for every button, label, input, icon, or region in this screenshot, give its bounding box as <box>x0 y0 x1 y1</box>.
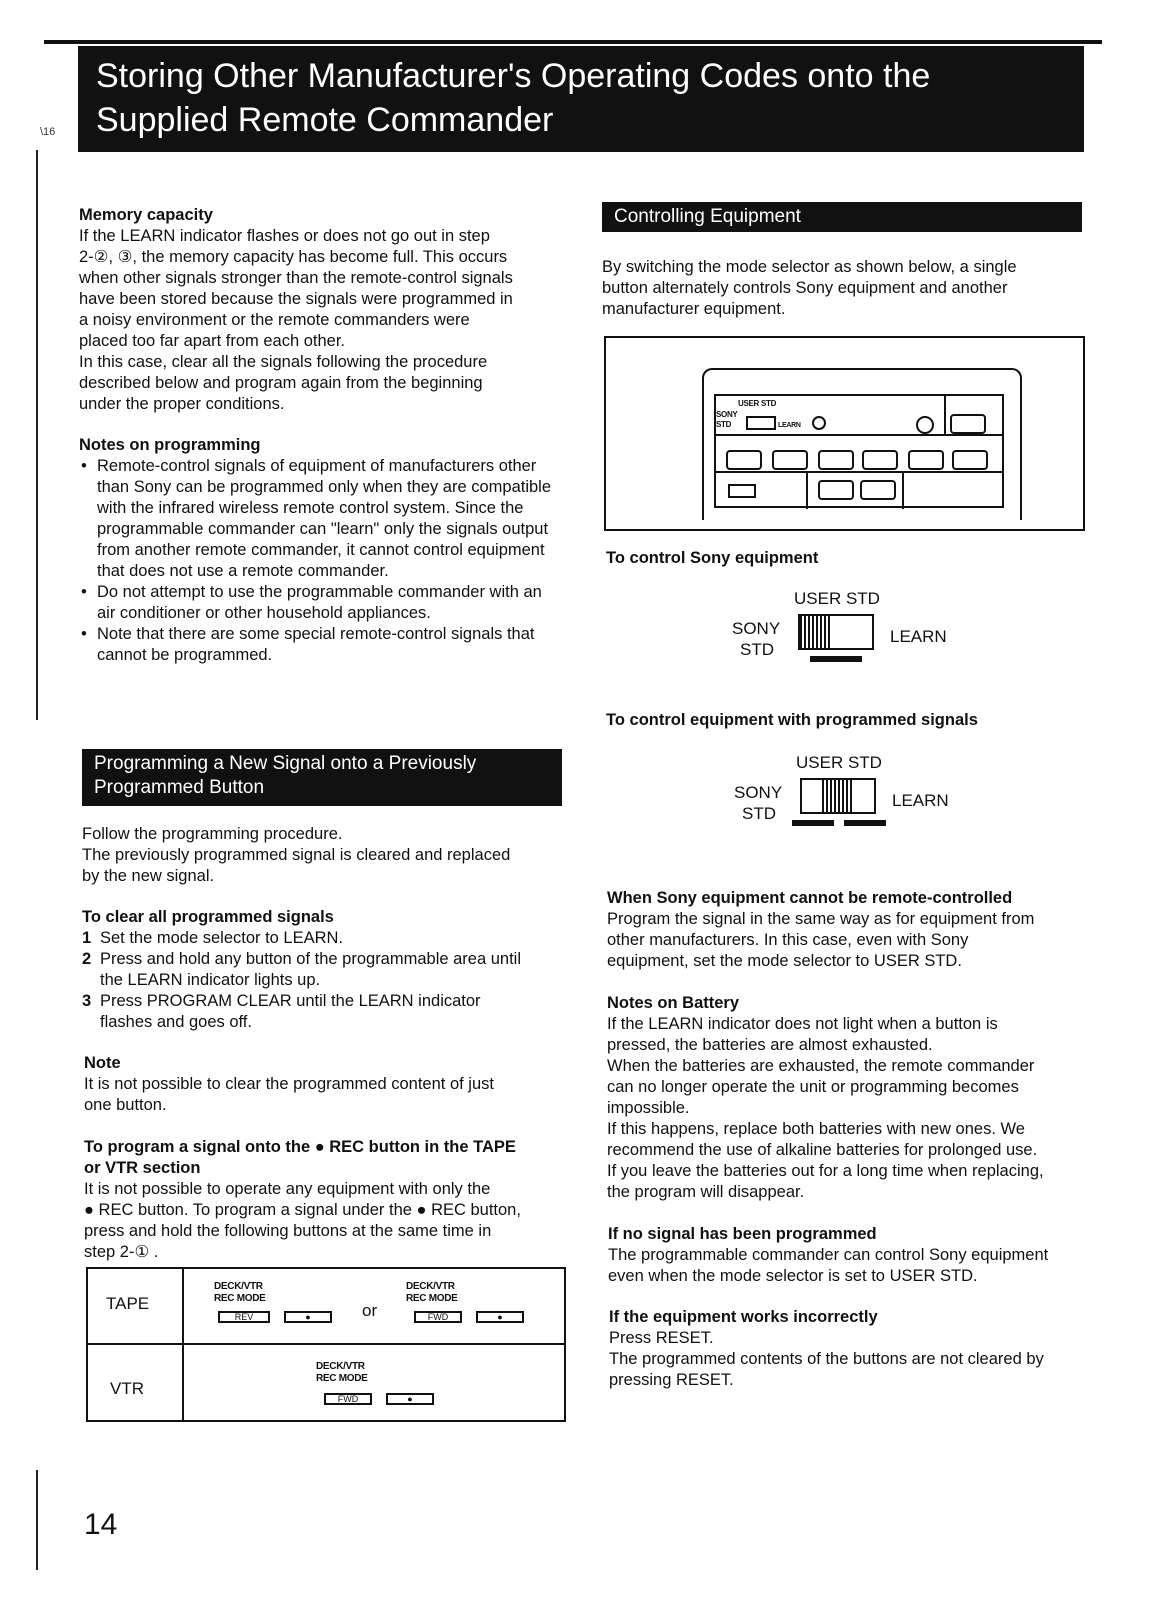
memory-capacity-section <box>79 205 569 415</box>
remote-button <box>818 450 854 470</box>
remote-button <box>908 450 944 470</box>
page-title <box>96 54 1076 142</box>
rec-section <box>84 1137 568 1263</box>
step-item <box>82 991 522 1033</box>
step-number: 3 <box>82 992 92 1010</box>
deck-vtr-label: DECK/VTR <box>316 1361 365 1372</box>
page-title-line-1: Storing Other Manufacturer's Operating Codes onto the <box>96 57 931 95</box>
body-line: pressed, the batteries are almost exhausted. <box>607 1036 933 1054</box>
no-signal-heading: If no signal has been programmed <box>608 1225 877 1243</box>
mode-switch-icon <box>728 484 756 498</box>
panel-divider <box>944 394 946 436</box>
mode-switch-diagram-programmed <box>722 752 962 842</box>
notes-programming-section <box>79 435 561 666</box>
incorrect-section <box>609 1307 1109 1391</box>
panel-divider <box>806 473 808 509</box>
fwd-button: FWD <box>324 1393 372 1405</box>
note-section <box>84 1053 564 1116</box>
rec-button: ● <box>386 1393 434 1405</box>
list-item: • Note that there are some special remote-control signals that cannot be programmed. <box>79 624 561 666</box>
no-signal-section <box>608 1224 1108 1287</box>
remote-user-std-label: USER STD <box>738 399 777 408</box>
remote-button <box>818 480 854 500</box>
top-rule <box>44 40 1102 44</box>
body-line: can no longer operate the unit or programming becomes <box>607 1078 1019 1096</box>
section-header-programming-new-signal <box>82 749 562 806</box>
remote-sony-label: SONY <box>716 410 738 419</box>
memory-line: described below and program again from the beginning <box>79 374 483 392</box>
body-line: The programmed contents of the buttons are not cleared by <box>609 1350 1044 1368</box>
switch-std-label: STD <box>740 640 774 659</box>
body-line: even when the mode selector is set to USER STD. <box>608 1267 978 1285</box>
fwd-button: FWD <box>414 1311 462 1323</box>
intro-line: The previously programmed signal is cleared and replaced <box>82 846 511 864</box>
rec-line: step 2-① . <box>84 1243 159 1261</box>
memory-line: when other signals stronger than the remote-control signals <box>79 269 513 287</box>
rec-line: ● REC button. To program a signal under the ● REC button, <box>84 1201 521 1219</box>
body-line: pressing RESET. <box>609 1371 734 1389</box>
switch-sony-label: SONY <box>734 783 783 802</box>
rec-mode-label: REC MODE <box>214 1293 266 1304</box>
left-margin-rule <box>36 150 38 720</box>
note-heading: Note <box>84 1054 121 1072</box>
round-button-icon <box>916 416 934 434</box>
rec-heading-line: To program a signal onto the ● REC button in the TAPE <box>84 1138 516 1156</box>
section-header-controlling-equipment: Controlling Equipment <box>602 202 1082 232</box>
step-text: Set the mode selector to LEARN. <box>100 929 344 947</box>
remote-button <box>860 480 896 500</box>
section-title-line-2: Programmed Button <box>94 777 265 798</box>
rec-heading-line: or VTR section <box>84 1159 201 1177</box>
programming-intro <box>82 824 562 887</box>
switch-sony-label: SONY <box>732 619 781 638</box>
remote-button <box>952 450 988 470</box>
arrow-left-icon <box>810 656 862 662</box>
remote-illustration <box>604 336 1085 531</box>
body-line: When the batteries are exhausted, the remote commander <box>607 1057 1035 1075</box>
battery-heading: Notes on Battery <box>607 994 740 1012</box>
or-text: or <box>362 1301 378 1320</box>
row-label-vtr: VTR <box>110 1379 144 1398</box>
intro-line: by the new signal. <box>82 867 215 885</box>
switch-learn-label: LEARN <box>892 791 949 810</box>
body-line: The programmable commander can control Sony equipment <box>608 1246 1049 1264</box>
remote-learn-label: LEARN <box>778 422 801 429</box>
rev-button: REV <box>218 1311 270 1323</box>
mode-selector-switch <box>746 416 776 430</box>
battery-section <box>607 993 1107 1203</box>
rec-line: press and hold the following buttons at the same time in <box>84 1222 492 1240</box>
memory-line: have been stored because the signals were programmed in <box>79 290 513 308</box>
step-text: Press and hold any button of the programmable area until the LEARN indicator lights up. <box>100 950 522 989</box>
rec-button: ● <box>284 1311 332 1323</box>
rec-button: ● <box>476 1311 524 1323</box>
list-item: • Do not attempt to use the programmable commander with an air conditioner or other household appliances. <box>79 582 561 624</box>
clear-all-steps <box>82 928 522 1033</box>
body-line: other manufacturers. In this case, even with Sony <box>607 931 969 949</box>
remote-button <box>950 414 986 434</box>
body-line: impossible. <box>607 1099 690 1117</box>
remote-button <box>772 450 808 470</box>
clear-all-heading: To clear all programmed signals <box>82 908 334 926</box>
body-line: If the LEARN indicator does not light when a button is <box>607 1015 998 1033</box>
cannot-remote-section <box>607 888 1107 972</box>
margin-mark: \16 <box>40 126 56 138</box>
arrow-left-icon <box>844 820 886 826</box>
memory-line: a noisy environment or the remote commanders were <box>79 311 470 329</box>
switch-knob <box>822 780 852 812</box>
step-item <box>82 928 522 949</box>
arrow-right-icon <box>792 820 834 826</box>
note-line: one button. <box>84 1096 167 1114</box>
memory-line: placed too far apart from each other. <box>79 332 345 350</box>
remote-button <box>726 450 762 470</box>
cannot-remote-heading: When Sony equipment cannot be remote-controlled <box>607 889 1013 907</box>
switch-user-std-label: USER STD <box>796 753 882 772</box>
incorrect-heading: If the equipment works incorrectly <box>609 1308 878 1326</box>
body-line: If this happens, replace both batteries with new ones. We <box>607 1120 1025 1138</box>
body-line: Program the signal in the same way as for equipment from <box>607 910 1035 928</box>
mode-switch-diagram-sony <box>720 588 960 678</box>
memory-line: If the LEARN indicator flashes or does not go out in step <box>79 227 490 245</box>
memory-line: 2-②, ③, the memory capacity has become full. This occurs <box>79 248 508 266</box>
list-item: • Remote-control signals of equipment of manufacturers other than Sony can be programmed only when they are compatible with the infrared wireless remote control system. Since the programmable commander can "learn" only the signals output from another remote commander, it cannot control equipment that does not use a remote commander. <box>79 456 561 582</box>
remote-std-label: STD <box>716 420 732 429</box>
note-line: It is not possible to clear the programmed content of just <box>84 1075 494 1093</box>
intro-line: By switching the mode selector as shown below, a single <box>602 258 1017 276</box>
body-line: If you leave the batteries out for a long time when replacing, <box>607 1162 1044 1180</box>
controlling-intro <box>602 257 1092 320</box>
remote-button <box>862 450 898 470</box>
switch-knob <box>800 616 830 648</box>
rec-line: It is not possible to operate any equipment with only the <box>84 1180 491 1198</box>
programmed-control-heading: To control equipment with programmed signals <box>606 711 978 729</box>
switch-std-label: STD <box>742 804 776 823</box>
step-item <box>82 949 522 991</box>
intro-line: manufacturer equipment. <box>602 300 786 318</box>
step-text: Press PROGRAM CLEAR until the LEARN indicator flashes and goes off. <box>100 992 481 1031</box>
intro-line: Follow the programming procedure. <box>82 825 343 843</box>
page-number: 14 <box>84 1508 118 1541</box>
memory-line: under the proper conditions. <box>79 395 285 413</box>
sony-control-heading: To control Sony equipment <box>606 549 819 567</box>
rec-mode-label: REC MODE <box>406 1293 458 1304</box>
body-line: equipment, set the mode selector to USER STD. <box>607 952 962 970</box>
panel-divider <box>714 434 1004 436</box>
panel-divider <box>714 471 1004 473</box>
rec-button-table <box>86 1267 566 1422</box>
row-label-tape: TAPE <box>106 1294 150 1313</box>
notes-programming-list <box>79 456 561 666</box>
step-number: 2 <box>82 950 92 968</box>
deck-vtr-label: DECK/VTR <box>214 1281 263 1292</box>
body-line: recommend the use of alkaline batteries for prolonged use. <box>607 1141 1038 1159</box>
deck-vtr-label: DECK/VTR <box>406 1281 455 1292</box>
left-margin-rule-bottom <box>36 1470 38 1570</box>
memory-capacity-heading: Memory capacity <box>79 206 213 224</box>
body-line: the program will disappear. <box>607 1183 805 1201</box>
intro-line: button alternately controls Sony equipment and another <box>602 279 1008 297</box>
memory-line: In this case, clear all the signals following the procedure <box>79 353 488 371</box>
page-title-line-2: Supplied Remote Commander <box>96 101 554 139</box>
clear-all-section <box>82 907 522 1033</box>
learn-indicator-icon <box>812 416 826 430</box>
body-line: Press RESET. <box>609 1329 714 1347</box>
notes-programming-heading: Notes on programming <box>79 436 261 454</box>
step-number: 1 <box>82 929 92 947</box>
table-divider <box>88 1343 564 1345</box>
rec-mode-label: REC MODE <box>316 1373 368 1384</box>
panel-divider <box>902 473 904 509</box>
switch-learn-label: LEARN <box>890 627 947 646</box>
switch-user-std-label: USER STD <box>794 589 880 608</box>
section-title-line-1: Programming a New Signal onto a Previously <box>94 753 477 774</box>
